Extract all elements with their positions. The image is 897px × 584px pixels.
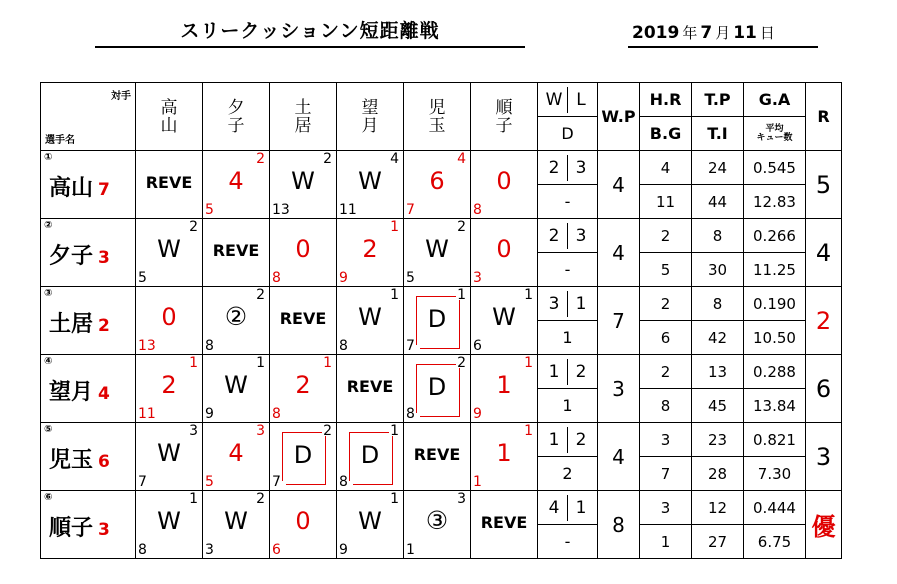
match-innings: 5 [138,270,147,286]
win-points: 7 [598,287,640,355]
final-rank: 6 [806,355,842,423]
header-wp: W.P [598,83,640,151]
match-cell [136,151,203,219]
header-opponent-2-char-1: 居 [294,115,312,136]
match-result: D [293,441,313,469]
match-cell [404,151,471,219]
header-ga-label: G.A [758,90,791,109]
match-innings: 11 [138,406,156,422]
event-date [632,22,778,43]
high-run: 2 [640,355,692,389]
match-innings: 13 [138,338,156,354]
best-game: 1 [640,525,692,559]
match-innings: 6 [272,542,281,558]
match-result: W [358,507,382,535]
player-name-cell [41,355,136,423]
header-opponent-0-char-0: 高 [160,97,178,118]
match-innings: 5 [205,474,214,490]
match-high-run: 3 [189,423,198,439]
match-result: D [360,441,380,469]
match-high-run: 3 [457,491,466,507]
match-cell [136,287,203,355]
date-day-kanji: 日 [759,24,775,42]
match-innings: 5 [205,202,214,218]
player-number: ② [44,220,53,231]
match-result: 6 [429,167,445,195]
player-name: 夕子 [49,244,94,269]
match-cell [404,287,471,355]
match-innings: 9 [339,270,348,286]
best-game: 8 [640,389,692,423]
match-cell [270,355,337,423]
match-result: W [224,507,248,535]
match-result: W [358,303,382,331]
header-opponent-label: 対手 [111,91,131,102]
match-cell [270,423,337,491]
loss-count: 2 [575,361,587,382]
total-innings: 27 [692,525,744,559]
match-cell [270,287,337,355]
date-underline [628,46,818,48]
win-loss-cell [538,287,598,321]
match-cell [136,355,203,423]
general-average: 0.444 [744,491,806,525]
match-result: W [157,507,181,535]
loss-count: 1 [575,497,587,518]
match-result: 0 [295,235,311,263]
total-innings: 42 [692,321,744,355]
match-result: 2 [295,371,311,399]
match-result: 0 [161,303,177,331]
match-result: W [224,371,248,399]
win-count: 3 [548,293,560,314]
reve-label: REVE [413,445,461,464]
match-high-run: 2 [256,151,265,167]
header-ga [744,83,806,117]
header-d: D [538,117,598,151]
header-opponent-2-char-0: 土 [294,97,312,118]
header-opponent-3-char-0: 望 [361,97,379,118]
best-game: 5 [640,253,692,287]
reve-label: REVE [212,241,260,260]
match-cell [136,219,203,287]
match-innings: 8 [473,202,482,218]
date-month: 7 [700,23,713,43]
header-opponent-0-char-1: 山 [160,115,178,136]
match-cell [203,355,270,423]
match-high-run: 2 [189,219,198,235]
match-result: 4 [228,167,244,195]
win-loss-cell [538,219,598,253]
loss-count: 3 [575,225,587,246]
reve-label: REVE [145,173,193,192]
player-row [41,491,842,525]
player-name: 児玉 [49,448,94,473]
best-game: 6 [640,321,692,355]
match-result: 1 [496,371,512,399]
player-name-cell [41,151,136,219]
high-run: 4 [640,151,692,185]
player-name: 望月 [49,380,94,405]
header-opponent-1-char-0: 夕 [227,97,245,118]
match-high-run: 1 [323,355,332,371]
average-cues: 10.50 [744,321,806,355]
general-average: 0.821 [744,423,806,457]
win-points: 8 [598,491,640,559]
match-result: W [358,167,382,195]
match-cell [203,287,270,355]
match-result: D [427,373,447,401]
match-high-run: 1 [524,423,533,439]
header-bg: B.G [640,117,692,151]
player-rank-level: 6 [98,452,110,472]
match-high-run: 4 [390,151,399,167]
win-count: 1 [548,361,560,382]
match-cell [270,219,337,287]
total-innings: 45 [692,389,744,423]
win-points: 4 [598,219,640,287]
match-high-run: 2 [256,491,265,507]
match-innings: 1 [473,474,482,490]
match-result: W [425,235,449,263]
match-innings: 1 [406,542,415,558]
total-innings: 28 [692,457,744,491]
match-result: W [157,235,181,263]
match-innings: 3 [205,542,214,558]
player-name-cell [41,287,136,355]
match-cell [203,423,270,491]
player-name-cell [41,491,136,559]
header-opponent-2 [270,83,337,151]
header-opponent-1-char-1: 子 [227,115,245,136]
win-count: 2 [548,225,560,246]
best-game: 7 [640,457,692,491]
match-high-run: 1 [189,491,198,507]
win-count: 4 [548,497,560,518]
match-cell [471,355,538,423]
match-cell [136,491,203,559]
match-high-run: 1 [390,219,399,235]
match-innings: 8 [272,270,281,286]
average-cues: 6.75 [744,525,806,559]
total-points: 23 [692,423,744,457]
match-high-run: 2 [457,219,466,235]
player-row [41,219,842,253]
match-result: 4 [228,439,244,467]
win-count: 2 [548,157,560,178]
player-number: ⑥ [44,492,53,503]
header-corner [41,83,136,151]
total-points: 13 [692,355,744,389]
match-cell [404,355,471,423]
reve-label: REVE [279,309,327,328]
date-month-kanji: 月 [715,24,731,42]
header-tp: T.P [692,83,744,117]
header-hr: H.R [640,83,692,117]
match-cell [471,491,538,559]
match-high-run: 2 [323,151,332,167]
total-points: 12 [692,491,744,525]
draw-count: - [538,253,598,287]
header-w: W [545,89,563,110]
draw-count: 1 [538,321,598,355]
player-row [41,355,842,389]
draw-count: - [538,185,598,219]
player-name: 高山 [49,176,94,201]
match-innings: 8 [339,338,348,354]
match-cell [203,219,270,287]
header-opponent-4-char-1: 玉 [428,115,446,136]
high-run: 3 [640,423,692,457]
match-cell [270,491,337,559]
reve-label: REVE [480,513,528,532]
player-row [41,151,842,185]
match-innings: 7 [272,474,281,490]
header-opponent-5 [471,83,538,151]
match-result: 0 [295,507,311,535]
match-cell [337,355,404,423]
win-loss-cell [538,491,598,525]
draw-count: 1 [538,389,598,423]
player-number: ④ [44,356,53,367]
loss-count: 2 [575,429,587,450]
final-rank: 5 [806,151,842,219]
match-result: 1 [496,439,512,467]
total-points: 8 [692,287,744,321]
match-innings: 13 [272,202,290,218]
header-opponent-5-char-0: 順 [495,97,513,118]
date-day: 11 [733,23,757,43]
match-cell [471,219,538,287]
player-rank-level: 7 [98,180,110,200]
header-avg [744,117,806,151]
match-cell [404,219,471,287]
average-cues: 7.30 [744,457,806,491]
header-opponent-1 [203,83,270,151]
win-points: 4 [598,423,640,491]
player-name: 土居 [49,312,94,337]
match-high-run: 1 [256,355,265,371]
match-cell [136,423,203,491]
results-table [40,82,842,559]
player-name-cell [41,423,136,491]
final-rank: 3 [806,423,842,491]
match-cell [471,287,538,355]
match-cell [471,151,538,219]
match-innings: 9 [205,406,214,422]
header-opponent-4 [404,83,471,151]
header-ti: T.I [692,117,744,151]
player-rank-level: 3 [98,520,110,540]
match-cell [337,491,404,559]
match-cell [404,423,471,491]
match-innings: 3 [473,270,482,286]
match-result: W [157,439,181,467]
match-cell [270,151,337,219]
header-rank: R [806,83,842,151]
match-high-run: 2 [323,423,332,439]
match-high-run: 1 [390,423,399,439]
loss-count: 1 [575,293,587,314]
player-rank-level: 4 [98,384,110,404]
match-cell [337,219,404,287]
title-underline [95,46,525,48]
player-row [41,287,842,321]
header-opponent-0 [136,83,203,151]
total-points: 24 [692,151,744,185]
win-loss-cell [538,355,598,389]
match-cell [471,423,538,491]
match-innings: 6 [473,338,482,354]
header-player-label: 選手名 [45,135,75,146]
header-opponent-3-char-1: 月 [361,115,379,136]
player-name: 順子 [49,516,94,541]
player-number: ③ [44,288,53,299]
match-result: D [427,305,447,333]
draw-count: - [538,525,598,559]
general-average: 0.190 [744,287,806,321]
best-game: 11 [640,185,692,219]
win-loss-cell [538,423,598,457]
match-result: 0 [496,235,512,263]
match-result: W [492,303,516,331]
win-loss-cell [538,151,598,185]
general-average: 0.545 [744,151,806,185]
header-win-loss [538,83,598,117]
player-rank-level: 2 [98,316,110,336]
match-innings: 7 [406,338,415,354]
match-innings: 8 [406,406,415,422]
total-innings: 30 [692,253,744,287]
match-innings: 7 [406,202,415,218]
header-avg-bottom: キュー数 [756,132,793,143]
page-title: スリークッションン短距離戦 [180,20,440,42]
match-high-run: 2 [256,287,265,303]
date-year: 2019 [632,23,680,43]
final-rank: 優 [806,491,842,559]
header-l: L [576,89,586,110]
final-rank: 4 [806,219,842,287]
match-cell [337,287,404,355]
match-cell [404,491,471,559]
average-cues: 11.25 [744,253,806,287]
match-high-run: 2 [457,355,466,371]
match-result: 2 [362,235,378,263]
draw-count: 2 [538,457,598,491]
match-innings: 9 [473,406,482,422]
match-innings: 7 [138,474,147,490]
header-opponent-5-char-1: 子 [495,115,513,136]
match-innings: 5 [406,270,415,286]
match-innings: 8 [138,542,147,558]
match-result: 0 [496,167,512,195]
match-cell [337,423,404,491]
match-cell [203,491,270,559]
header-opponent-4-char-0: 児 [428,97,446,118]
match-cell [203,151,270,219]
average-cues: 12.83 [744,185,806,219]
final-rank: 2 [806,287,842,355]
match-result: ③ [425,506,449,535]
header-opponent-3 [337,83,404,151]
general-average: 0.288 [744,355,806,389]
player-row [41,423,842,457]
match-high-run: 1 [189,355,198,371]
general-average: 0.266 [744,219,806,253]
player-number: ⑤ [44,424,53,435]
header-avg-top: 平均 [765,123,784,134]
match-high-run: 1 [524,287,533,303]
match-high-run: 1 [457,287,466,303]
match-result: W [291,167,315,195]
match-high-run: 3 [256,423,265,439]
win-count: 1 [548,429,560,450]
loss-count: 3 [575,157,587,178]
match-high-run: 1 [524,355,533,371]
match-innings: 11 [339,202,357,218]
win-points: 4 [598,151,640,219]
player-name-cell [41,219,136,287]
match-innings: 8 [272,406,281,422]
date-year-kanji: 年 [682,24,698,42]
match-result: 2 [161,371,177,399]
match-cell [337,151,404,219]
high-run: 3 [640,491,692,525]
total-innings: 44 [692,185,744,219]
win-points: 3 [598,355,640,423]
total-points: 8 [692,219,744,253]
player-rank-level: 3 [98,248,110,268]
match-innings: 8 [205,338,214,354]
match-innings: 8 [339,474,348,490]
match-result: ② [224,302,248,331]
high-run: 2 [640,287,692,321]
high-run: 2 [640,219,692,253]
player-number: ① [44,152,53,163]
match-high-run: 4 [457,151,466,167]
average-cues: 13.84 [744,389,806,423]
reve-label: REVE [346,377,394,396]
match-high-run: 1 [390,287,399,303]
match-high-run: 1 [390,491,399,507]
match-innings: 9 [339,542,348,558]
